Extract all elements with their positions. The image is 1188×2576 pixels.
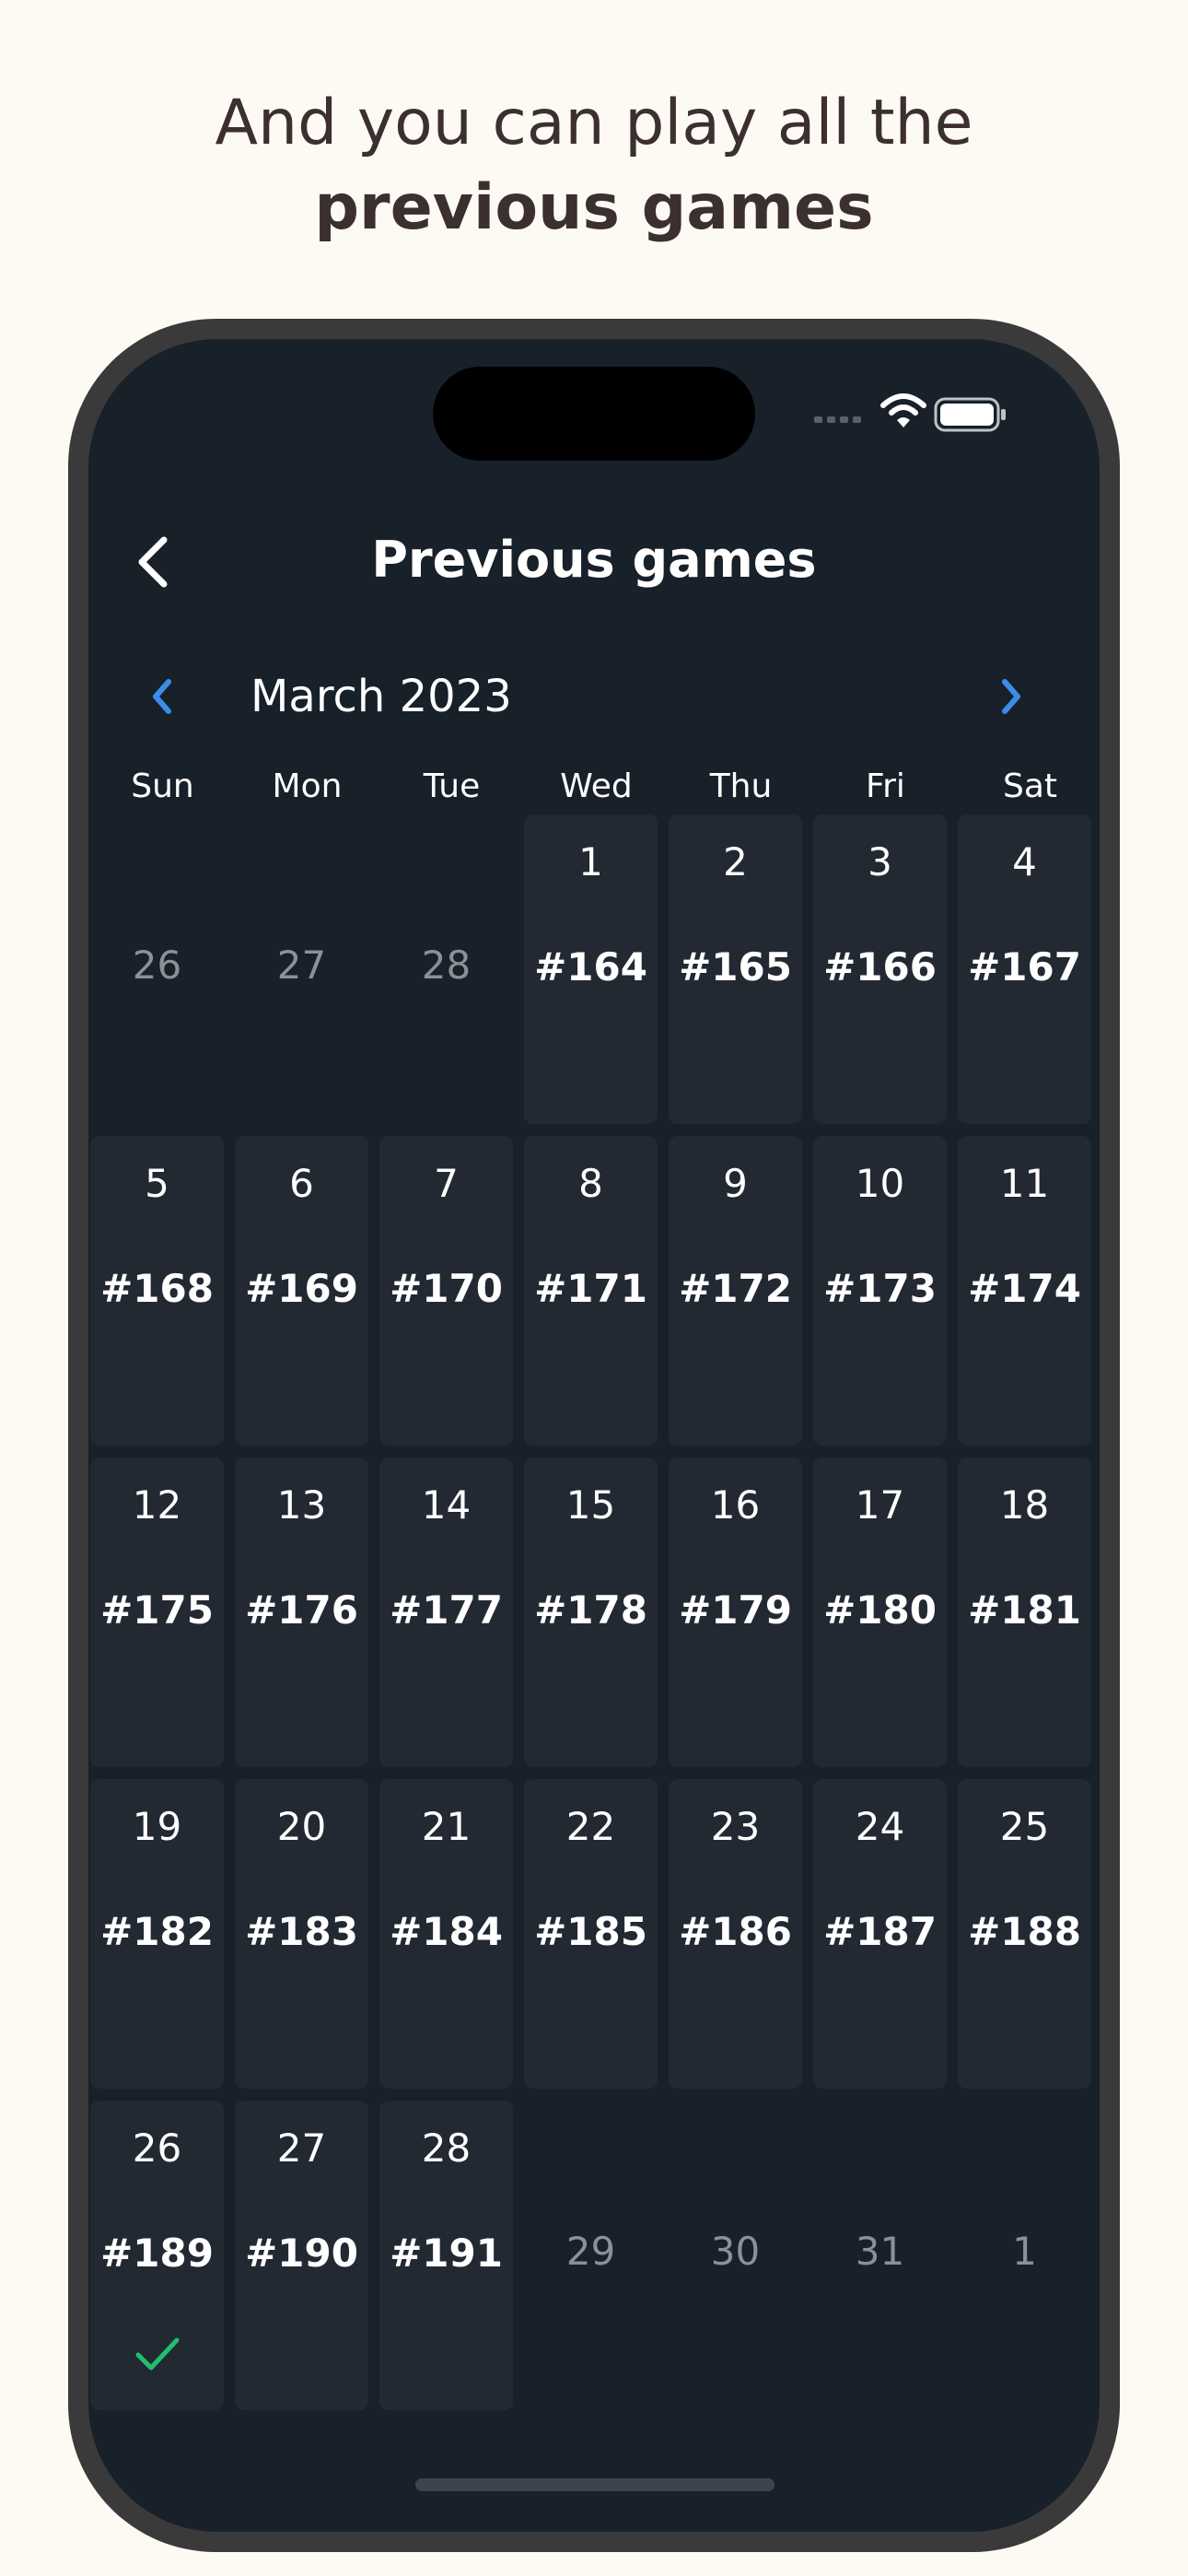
phone-screen (88, 339, 1100, 2532)
day-number: 27 (276, 2125, 327, 2171)
weekday-label: Wed (560, 767, 633, 805)
calendar-day-cell[interactable] (524, 1136, 658, 1446)
game-number: #178 (534, 1587, 647, 1633)
day-number: 1 (1012, 2229, 1037, 2274)
game-number: #169 (245, 1266, 358, 1311)
game-number: #187 (823, 1909, 937, 1954)
game-number: #181 (968, 1587, 1081, 1633)
game-number: #177 (390, 1587, 503, 1633)
game-number: #164 (534, 944, 647, 989)
weekday-label: Thu (709, 767, 773, 805)
month-label: March 2023 (250, 671, 512, 722)
game-number: #176 (245, 1587, 358, 1633)
calendar-day-cell[interactable] (958, 814, 1091, 1124)
day-number: 12 (132, 1482, 182, 1528)
day-number: 26 (132, 2125, 182, 2171)
calendar-day-cell[interactable] (379, 1136, 513, 1446)
calendar-day-cell[interactable] (669, 814, 802, 1124)
day-number: 16 (710, 1482, 761, 1528)
day-number: 3 (868, 839, 892, 884)
page-title: Previous games (371, 531, 817, 589)
status-bar (814, 392, 1035, 439)
calendar-day-outside-month (813, 2101, 947, 2410)
game-number: #183 (245, 1909, 358, 1954)
back-button[interactable] (116, 525, 190, 599)
game-number: #166 (823, 944, 937, 989)
calendar-day-cell[interactable] (958, 1779, 1091, 2089)
calendar-day-cell[interactable] (379, 2101, 513, 2410)
day-number: 14 (421, 1482, 472, 1528)
calendar-day-outside-month (669, 2101, 802, 2410)
day-number: 21 (421, 1804, 472, 1849)
game-number: #174 (968, 1266, 1081, 1311)
calendar-grid (90, 814, 1100, 2410)
game-number: #172 (679, 1266, 792, 1311)
day-number: 31 (855, 2229, 905, 2274)
calendar-day-cell[interactable] (235, 1779, 368, 2089)
day-number: 15 (565, 1482, 616, 1528)
calendar-day-outside-month (90, 814, 224, 1124)
game-number: #182 (100, 1909, 214, 1954)
calendar-day-cell[interactable] (669, 1458, 802, 1767)
day-number: 5 (145, 1161, 169, 1206)
calendar-day-cell[interactable] (235, 2101, 368, 2410)
day-number: 13 (276, 1482, 327, 1528)
weekday-label: Sat (1002, 767, 1058, 805)
day-number: 19 (132, 1804, 182, 1849)
chevron-left-icon (150, 678, 174, 715)
next-month-button[interactable] (984, 669, 1039, 724)
headline-line-2: previous games (314, 171, 874, 244)
calendar-day-cell[interactable] (669, 1779, 802, 2089)
navigation-bar (88, 505, 1100, 615)
game-number: #179 (679, 1587, 792, 1633)
game-number: #191 (390, 2231, 503, 2276)
wifi-icon (880, 392, 926, 429)
day-number: 29 (565, 2229, 616, 2274)
calendar-day-cell[interactable] (813, 1136, 947, 1446)
calendar-day-cell[interactable] (958, 1136, 1091, 1446)
game-number: #173 (823, 1266, 937, 1311)
weekday-label: Sun (131, 767, 194, 805)
chevron-right-icon (999, 678, 1023, 715)
day-number: 10 (855, 1161, 905, 1206)
day-number: 7 (434, 1161, 459, 1206)
cellular-signal-icon (814, 415, 866, 424)
calendar-day-cell[interactable] (235, 1458, 368, 1767)
weekday-label: Fri (866, 767, 905, 805)
chevron-left-icon (134, 534, 171, 590)
game-number: #189 (100, 2231, 214, 2276)
weekday-header (90, 761, 1100, 813)
calendar-day-cell[interactable] (235, 1136, 368, 1446)
game-number: #180 (823, 1587, 937, 1633)
day-number: 27 (276, 943, 327, 988)
game-number: #167 (968, 944, 1081, 989)
calendar-day-cell[interactable] (90, 1779, 224, 2089)
calendar-day-cell[interactable] (379, 1779, 513, 2089)
calendar-day-cell[interactable] (90, 1136, 224, 1446)
game-number: #168 (100, 1266, 214, 1311)
calendar-day-outside-month (958, 2101, 1091, 2410)
previous-month-button[interactable] (134, 669, 190, 724)
weekday-label: Tue (423, 767, 481, 805)
checkmark-icon (134, 2336, 181, 2373)
day-number: 9 (723, 1161, 748, 1206)
day-number: 28 (421, 2125, 472, 2171)
game-number: #175 (100, 1587, 214, 1633)
calendar-day-outside-month (379, 814, 513, 1124)
game-number: #186 (679, 1909, 792, 1954)
day-number: 28 (421, 943, 472, 988)
calendar-day-cell[interactable] (813, 1779, 947, 2089)
battery-icon (934, 396, 1007, 433)
game-number: #184 (390, 1909, 503, 1954)
day-number: 4 (1012, 839, 1037, 884)
day-number: 23 (710, 1804, 761, 1849)
calendar-day-outside-month (524, 2101, 658, 2410)
game-number: #165 (679, 944, 792, 989)
dynamic-island (433, 367, 755, 461)
game-number: #171 (534, 1266, 647, 1311)
headline-line-1: And you can play all the (215, 87, 973, 159)
day-number: 24 (855, 1804, 905, 1849)
game-number: #188 (968, 1909, 1081, 1954)
day-number: 2 (723, 839, 748, 884)
calendar-day-cell[interactable] (90, 1458, 224, 1767)
calendar-day-cell[interactable] (524, 1458, 658, 1767)
calendar-day-cell[interactable] (958, 1458, 1091, 1767)
game-number: #190 (245, 2231, 358, 2276)
phone-frame (68, 319, 1120, 2552)
calendar-day-cell[interactable] (524, 1779, 658, 2089)
calendar-day-cell[interactable] (669, 1136, 802, 1446)
day-number: 25 (999, 1804, 1050, 1849)
calendar-day-outside-month (235, 814, 368, 1124)
weekday-label: Mon (272, 767, 343, 805)
home-indicator[interactable] (415, 2478, 775, 2491)
day-number: 11 (999, 1161, 1050, 1206)
calendar-day-cell[interactable] (813, 814, 947, 1124)
headline (0, 81, 1188, 251)
day-number: 6 (289, 1161, 314, 1206)
day-number: 17 (855, 1482, 905, 1528)
day-number: 26 (132, 943, 182, 988)
calendar-day-cell[interactable] (813, 1458, 947, 1767)
month-selector (88, 652, 1100, 735)
day-number: 20 (276, 1804, 327, 1849)
day-number: 22 (565, 1804, 616, 1849)
game-number: #185 (534, 1909, 647, 1954)
calendar-day-cell[interactable] (379, 1458, 513, 1767)
day-number: 8 (578, 1161, 603, 1206)
calendar-day-cell[interactable] (90, 2101, 224, 2410)
day-number: 1 (578, 839, 603, 884)
day-number: 30 (710, 2229, 761, 2274)
calendar-day-cell[interactable] (524, 814, 658, 1124)
game-number: #170 (390, 1266, 503, 1311)
day-number: 18 (999, 1482, 1050, 1528)
